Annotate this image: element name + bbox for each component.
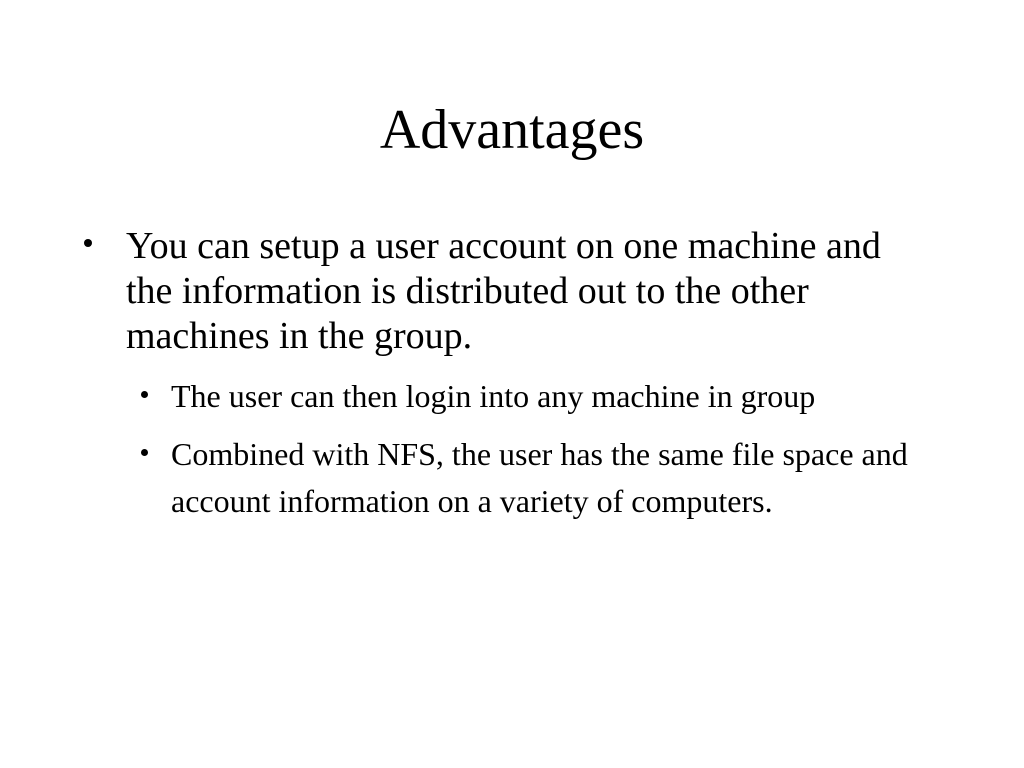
sub-bullet-text: The user can then login into any machine in group [171,378,816,414]
sub-bullet-text: Combined with NFS, the user has the same file space and account information on a variety of computers. [171,436,908,519]
bullet-list [0,224,1024,525]
sub-bullet-item [0,373,931,420]
slide-title: Advantages [379,99,645,161]
sub-bullet-list [126,373,916,525]
bullet-icon [141,391,148,398]
sub-bullet-item [0,431,931,525]
bullet-item [0,224,916,525]
bullet-icon [84,239,92,247]
bullet-icon [141,449,148,456]
bullet-text: You can setup a user account on one machine and the information is distributed out to the other machines in the group. [126,225,881,357]
